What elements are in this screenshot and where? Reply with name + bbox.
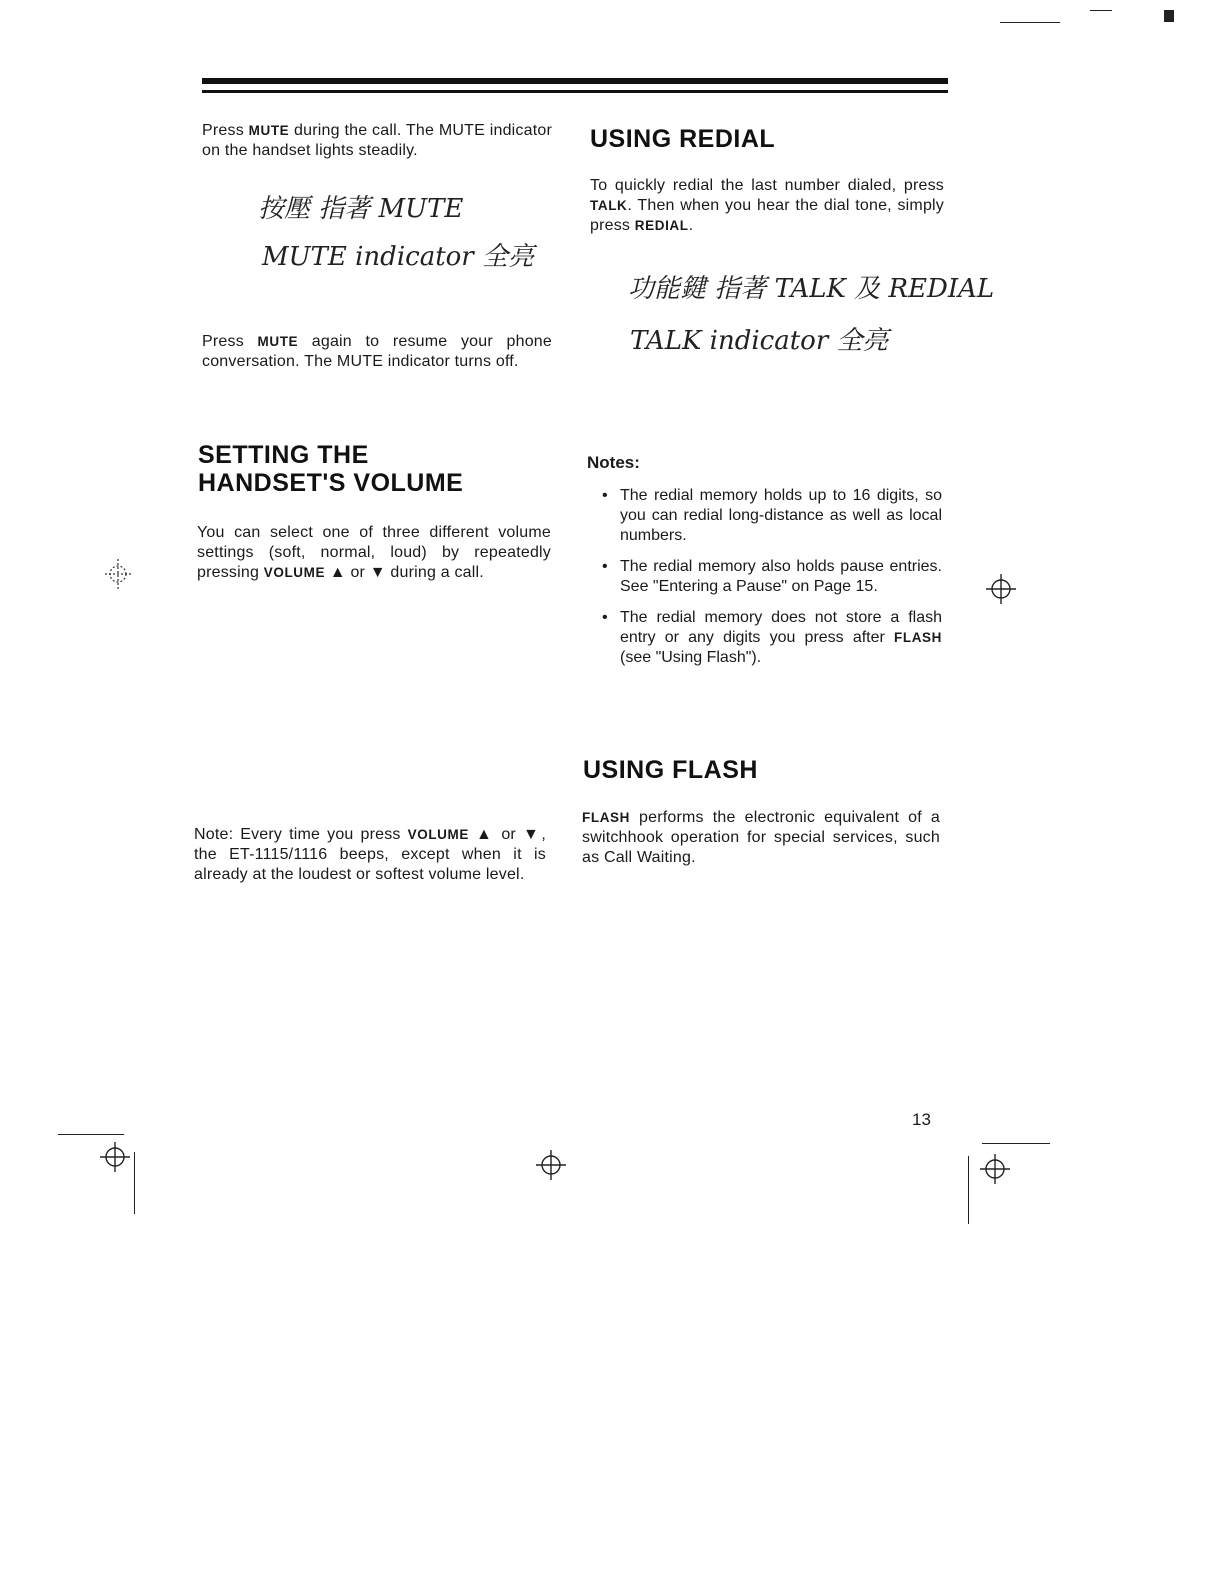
crop-mark xyxy=(134,1152,135,1214)
handwritten-note-mute-indicator: MUTE indicator 全亮 xyxy=(262,242,534,272)
handwritten-note-talk-indicator: TALK indicator 全亮 xyxy=(630,326,889,356)
mute-paragraph-1: Press MUTE during the call. The MUTE indicator on the handset lights steadily. xyxy=(202,122,552,159)
volume-down-icon: ▼ xyxy=(522,826,542,843)
crop-mark xyxy=(968,1156,969,1224)
registration-mark-icon xyxy=(978,1152,1012,1186)
scan-artifact xyxy=(1090,10,1112,11)
registration-mark-icon xyxy=(103,557,133,591)
scan-artifact xyxy=(1000,22,1060,23)
mute-key: MUTE xyxy=(248,123,290,138)
volume-up-icon: ▲ xyxy=(329,564,346,581)
handwritten-note-talk-redial: 功能鍵 指著 TALK 及 REDIAL xyxy=(628,274,995,304)
list-item: • The redial memory holds up to 16 digits, so you can redial long-distance as well as local numbers. xyxy=(586,486,942,546)
registration-mark-icon xyxy=(984,572,1018,606)
redial-paragraph: To quickly redial the last number dialed, press TALK. Then when you hear the dial tone, simply press REDIAL. xyxy=(590,177,944,234)
registration-mark-icon xyxy=(534,1148,568,1182)
notes-list xyxy=(586,486,942,679)
registration-mark-icon xyxy=(98,1140,132,1174)
volume-down-icon: ▼ xyxy=(369,564,386,581)
header-rule xyxy=(202,78,948,98)
volume-note: Note: Every time you press VOLUME ▲ or ▼, the ET-1115/1116 beeps, except when it is already at the loudest or softest volume level. xyxy=(194,826,546,883)
list-item: • The redial memory does not store a flash entry or any digits you press after FLASH (see "Using Flash"). xyxy=(586,608,942,668)
list-item: • The redial memory also holds pause entries. See "Entering a Pause" on Page 15. xyxy=(586,557,942,597)
section-heading-flash: USING FLASH xyxy=(583,756,758,784)
volume-key: VOLUME xyxy=(263,565,326,580)
mute-paragraph-2: Press MUTE again to resume your phone conversation. The MUTE indicator turns off. xyxy=(202,333,552,370)
page-number: 13 xyxy=(912,1110,931,1129)
crop-mark xyxy=(982,1143,1050,1144)
notes-label: Notes: xyxy=(587,453,640,472)
flash-key: FLASH xyxy=(582,810,630,825)
section-heading-volume: SETTING THE HANDSET'S VOLUME xyxy=(198,441,464,497)
redial-key: REDIAL xyxy=(634,218,689,233)
section-heading-redial: USING REDIAL xyxy=(590,125,776,153)
scan-artifact xyxy=(1164,10,1174,22)
volume-key: VOLUME xyxy=(407,827,469,842)
crop-mark xyxy=(58,1134,124,1135)
handwritten-note-mute-press: 按壓 指著 MUTE xyxy=(258,194,464,224)
flash-key: FLASH xyxy=(894,630,942,645)
flash-paragraph: FLASH performs the electronic equivalent of a switchhook operation for special services, such as Call Waiting. xyxy=(582,809,940,866)
mute-key: MUTE xyxy=(257,334,299,349)
talk-key: TALK xyxy=(590,198,628,213)
volume-up-icon: ▲ xyxy=(475,826,495,843)
volume-paragraph: You can select one of three different volume settings (soft, normal, loud) by repeatedly pressing VOLUME ▲ or ▼ during a call. xyxy=(197,524,551,581)
